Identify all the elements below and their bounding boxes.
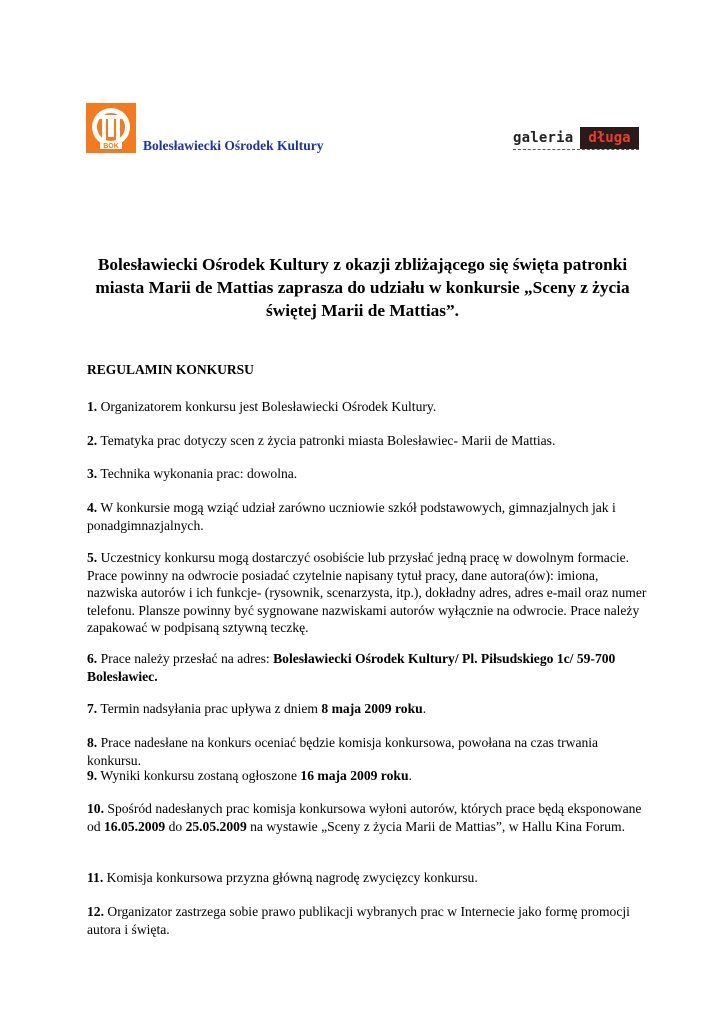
rule-number: 3. — [87, 466, 98, 481]
rule-text: Uczestnicy konkursu mogą dostarczyć osobiście lub przysłać jedną pracę w dowolnym formacie. Prace powinny na odwrocie posiadać czytelnie napisany tytuł pracy, dane autora(ów): imiona, nazwiska autorów i ich funkcje- (rysownik, scenarzysta, itp.), dokładny adres, adres e-mail oraz numer telefonu. Plansze powinny być sygnowane nazwiskami autorów wyłącznie na odwrocie. Prace należy zapakować w podpisaną sztywną teczkę. — [87, 550, 647, 635]
rule-number: 7. — [87, 701, 98, 716]
deadline-date: 8 maja 2009 roku — [321, 701, 423, 716]
rule-10 — [87, 800, 647, 835]
rule-text: Technika wykonania prac: dowolna. — [97, 466, 298, 481]
exhibition-end-date: 25.05.2009 — [185, 818, 247, 834]
rule-number: 1. — [87, 399, 98, 414]
rule-number: 12. — [87, 904, 104, 919]
section-heading: REGULAMIN KONKURSU — [87, 362, 254, 377]
rule-text: Organizatorem konkursu jest Bolesławiecki Ośrodek Kultury. — [97, 399, 437, 414]
rule-4 — [87, 499, 647, 534]
rule-number: 6. — [87, 651, 98, 666]
partner-logo-part1: galeria — [513, 130, 574, 146]
rule-number: 4. — [87, 500, 98, 515]
partner-logo-underline — [513, 149, 639, 152]
rule-text-mid: do — [165, 818, 186, 834]
rule-text-tail: na wystawie „Sceny z życia Marii de Mattias”, w Hallu Kina Forum. — [246, 818, 625, 834]
rule-2 — [87, 432, 647, 450]
document-title: Bolesławiecki Ośrodek Kultury z okazji zbliżającego się święta patronki miasta Marii de Mattias zaprasza do udziału w konkursie „Sceny z życia świętej Marii de Mattias”. — [95, 255, 630, 320]
rule-text: Organizator zastrzega sobie prawo publikacji wybranych prac w Internecie jako formę promocji autora i święta. — [87, 904, 630, 937]
rule-text-tail: . — [422, 701, 427, 716]
partner-logo-part2: długa — [580, 127, 639, 149]
rule-12 — [87, 903, 647, 938]
rule-text: Spośród nadesłanych prac komisja konkursowa wyłoni autorów, których prace będą eksponowane od — [87, 801, 642, 834]
rule-number: 5. — [87, 550, 98, 565]
rule-8 — [87, 734, 647, 769]
rule-number: 2. — [87, 433, 98, 448]
rule-text: Prace należy przesłać na adres: — [97, 651, 274, 666]
rule-text: W konkursie mogą wziąć udział zarówno uczniowie szkół podstawowych, gimnazjalnych jak i ponadgimnazjalnych. — [87, 500, 616, 533]
svg-text:BOK: BOK — [103, 143, 119, 150]
rule-11 — [87, 869, 647, 887]
results-date: 16 maja 2009 roku — [300, 768, 409, 783]
column-icon — [86, 103, 136, 153]
rule-3 — [87, 465, 647, 483]
rule-1 — [87, 398, 647, 416]
rule-text: Tematyka prac dotyczy scen z życia patronki miasta Bolesławiec- Marii de Mattias. — [97, 433, 556, 448]
rule-number: 8. — [87, 735, 98, 750]
rule-text: Wyniki konkursu zostaną ogłoszone — [97, 768, 301, 783]
rule-text: Komisja konkursowa przyzna główną nagrodę zwycięzcy konkursu. — [103, 870, 478, 885]
organization-name: Bolesławiecki Ośrodek Kultury — [143, 138, 324, 153]
address: Bolesławiecki Ośrodek Kultury/ Pl. Piłsudskiego 1c/ 59-700 Bolesławiec. — [87, 651, 616, 684]
rule-9 — [87, 767, 647, 785]
rule-6 — [87, 650, 647, 685]
galeria-dluga-logo — [513, 127, 639, 151]
rule-number: 9. — [87, 768, 98, 783]
rule-number: 10. — [87, 801, 104, 816]
rule-number: 11. — [87, 870, 104, 885]
rule-text-tail: . — [408, 768, 412, 783]
rule-text: Prace nadesłane na konkurs oceniać będzie komisja konkursowa, powołana na czas trwania konkursu. — [87, 735, 599, 768]
rule-5 — [87, 549, 647, 637]
exhibition-start-date: 16.05.2009 — [104, 818, 166, 834]
rule-7 — [87, 700, 647, 718]
bok-logo — [86, 103, 136, 153]
rule-text: Termin nadsyłania prac upływa z dniem — [97, 701, 322, 716]
